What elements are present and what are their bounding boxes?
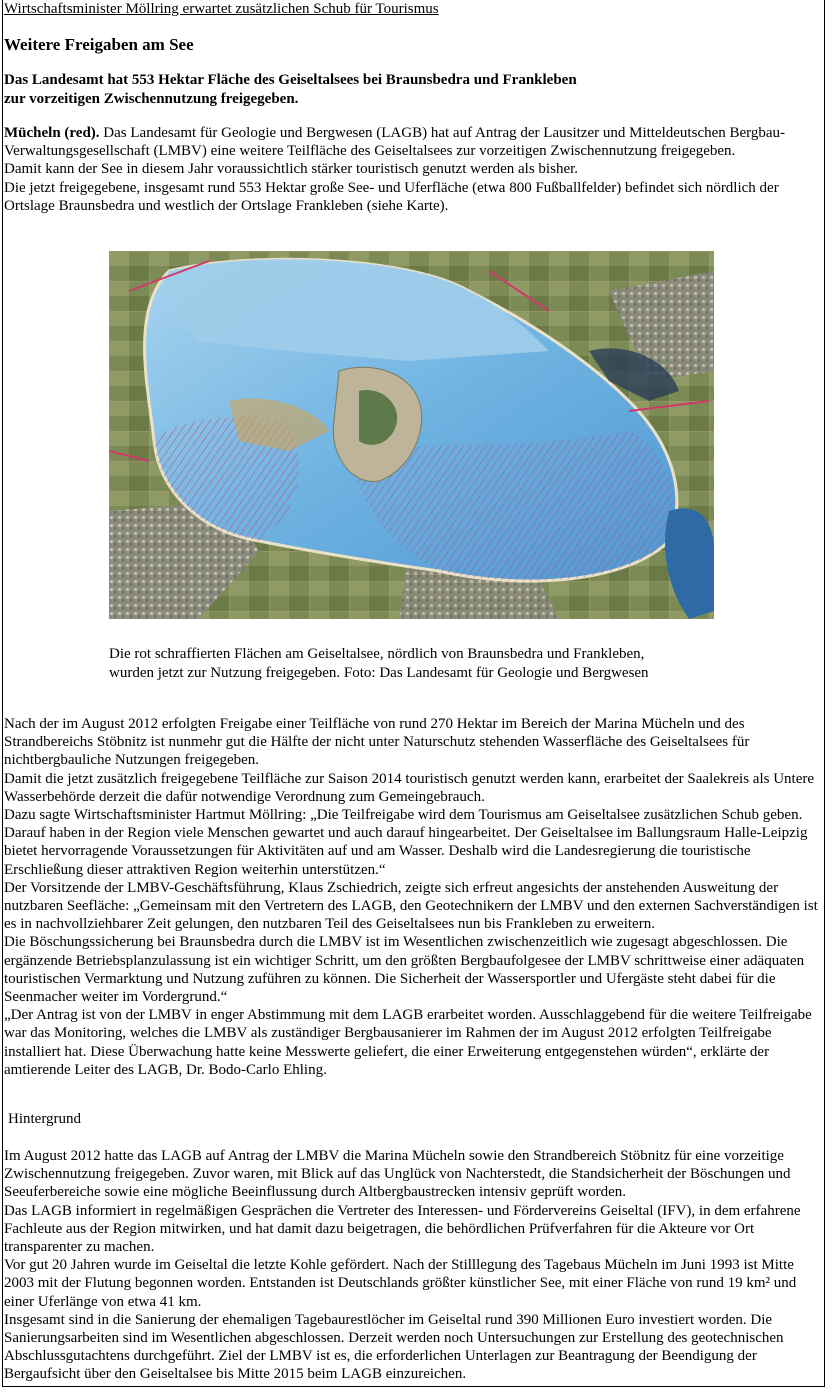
intro-paragraph-2: Damit kann der See in diesem Jahr voraussichtlich stärker touristisch genutzt werden als bisher.	[4, 161, 579, 178]
photo-caption	[109, 645, 749, 683]
aerial-map-photo	[109, 251, 714, 619]
lead-line-2: zur vorzeitigen Zwischennutzung freigegeben.	[4, 91, 299, 107]
caption-line-2: wurden jetzt zur Nutzung freigegeben. Foto: Das Landesamt für Geologie und Bergwesen	[109, 665, 649, 681]
background-paragraph: Insgesamt sind in die Sanierung der ehemaligen Tagebaurestlöcher im Geiseltal rund 390 Millionen Euro investiert worden. Die Sanierungsarbeiten sind im Wesentlichen abgeschlossen. Derzeit werden noch Untersuchungen zur Erstellung des geotechnischen Abschlussgutachtens durchgeführt. Ziel der LMBV ist es, die erforderlichen Unterlagen zur Beantragung der Beendigung der Bergaufsicht über den Geiseltalsee bis Mitte 2015 beim LAGB einzureichen.	[4, 1311, 784, 1383]
lead-line-1: Das Landesamt hat 553 Hektar Fläche des Geiseltalsees bei Braunsbedra und Frankleben	[4, 72, 577, 88]
article-lead	[4, 71, 704, 109]
background-section	[4, 1147, 822, 1384]
background-paragraph: Vor gut 20 Jahren wurde im Geiseltal die letzte Kohle gefördert. Nach der Stilllegung des Tagebaus Mücheln im Juni 1993 ist Mitte 2003 mit der Flutung begonnen worden. Entstanden ist Deutschlands größter künstlicher See, mit einer Fläche von rund 19 km² und einer Uferlänge von etwa 41 km.	[4, 1257, 797, 1310]
body-paragraph: Der Vorsitzende der LMBV-Geschäftsführung, Klaus Zschiedrich, zeigte sich erfreut angesichts der anstehenden Ausweitung der nutzbaren Seefläche: „Gemeinsam mit den Vertretern des LAGB, den Geotechnikern der LMBV und den externen Sachverständigen ist es in nachvollziehbarer Zeit gelungen, den nutzbaren Teil des Geiseltalsees nun bis Frankleben zu erweitern.	[4, 879, 818, 933]
intro-paragraph-1	[4, 124, 822, 160]
body-paragraph: Die Böschungssicherung bei Braunsbedra durch die LMBV ist im Wesentlichen zwischenzeitlich wie zugesagt abgeschlossen. Die ergänzende Betriebsplanzulassung ist ein wichtiger Schritt, um den größten Bergbaufolgesee der LMBV schrittweise einer adäquaten touristischen Vermarktung und Nutzung zuführen zu können. Die Sicherheit der Wassersportler und Ufergäste steht dabei für die Seenmacher weiter im Vordergrund.“	[4, 934, 805, 1006]
article-body	[4, 715, 822, 1079]
body-paragraph: Nach der im August 2012 erfolgten Freigabe einer Teilfläche von rund 270 Hektar im Bereich der Marina Mücheln und des Strandbereichs Stöbnitz ist nunmehr gut die Hälfte der nicht unter Naturschutz stehenden Wasserfläche des Geiseltalsees für nichtbergbauliche Nutzungen freigegeben.	[4, 716, 750, 769]
background-paragraph: Im August 2012 hatte das LAGB auf Antrag der LMBV die Marina Mücheln sowie den Strandbereich Stöbnitz für eine vorzeitige Zwischennutzung freigegeben. Zuvor waren, mit Blick auf das Unglück von Nachterstedt, die Standsicherheit der Böschungen und Seeuferbereiche sowie eine mögliche Beeinflussung durch Altbergbaustrecken intensiv geprüft worden.	[4, 1148, 791, 1201]
background-heading: Hintergrund	[8, 1111, 82, 1127]
intro-section	[4, 124, 822, 215]
background-paragraph: Das LAGB informiert in regelmäßigen Gesprächen die Vertreter des Interessen- und Fördervereins Geiseltal (IFV), in dem erfahrene Fachleute aus der Region mitwirken, und hat damit dazu beigetragen, die behördlichen Prüfverfahren für die Akteure vor Ort transparenter zu machen.	[4, 1202, 801, 1256]
dateline: Mücheln (red).	[4, 125, 100, 141]
intro-text-1: Das Landesamt für Geologie und Bergwesen (LAGB) hat auf Antrag der Lausitzer und Mitteldeutschen Bergbau-Verwaltungsgesellschaft (LMBV) eine weitere Teilfläche des Geiseltalsees zur vorzeitigen Zwischennutzung freigegeben.	[4, 125, 786, 160]
article-title: Weitere Freigaben am See	[4, 35, 194, 54]
caption-line-1: Die rot schraffierten Flächen am Geiseltalsee, nördlich von Braunsbedra und Frankleben,	[109, 646, 645, 662]
body-paragraph: „Der Antrag ist von der LMBV in enger Abstimmung mit dem LAGB erarbeitet worden. Ausschlaggebend für die weitere Teilfreigabe war das Monitoring, welches die LMBV als zuständiger Bergbausanierer im Rahmen der im August 2012 erfolgten Teilfreigabe installiert hat. Diese Überwachung hatte keine Messwerte geliefert, die einer Erweiterung entgegenstehen würden“, erklärte der amtierende Leiter des LAGB, Dr. Bodo-Carlo Ehling.	[4, 1007, 812, 1078]
body-paragraph: Damit die jetzt zusätzlich freigegebene Teilfläche zur Saison 2014 touristisch genutzt werden kann, erarbeitet der Saalekreis als Untere Wasserbehörde derzeit die dafür notwendige Verordnung zum Gemeingebrauch.	[4, 770, 815, 805]
article-link[interactable]: Wirtschaftsminister Möllring erwartet zusätzlichen Schub für Tourismus	[4, 1, 439, 17]
body-paragraph: Dazu sagte Wirtschaftsminister Hartmut Möllring: „Die Teilfreigabe wird dem Tourismus am Geiseltalsee zusätzlichen Schub geben. Darauf haben in der Region viele Menschen gewartet und auch darauf hingearbeitet. Der Geiseltalsee im Ballungsraum Halle-Leipzig bietet hervorragende Voraussetzungen für Aktivitäten auf und am Wasser. Deshalb wird die Landesregierung die touristische Erschließung dieser attraktiven Region weiterhin unterstützen.“	[4, 807, 808, 878]
intro-paragraph-3: Die jetzt freigegebene, insgesamt rund 553 Hektar große See- und Uferfläche (etwa 800 Fußballfelder) befindet sich nördlich der Ortslage Braunsbedra und westlich der Ortslage Frankleben (siehe Karte).	[4, 179, 779, 214]
